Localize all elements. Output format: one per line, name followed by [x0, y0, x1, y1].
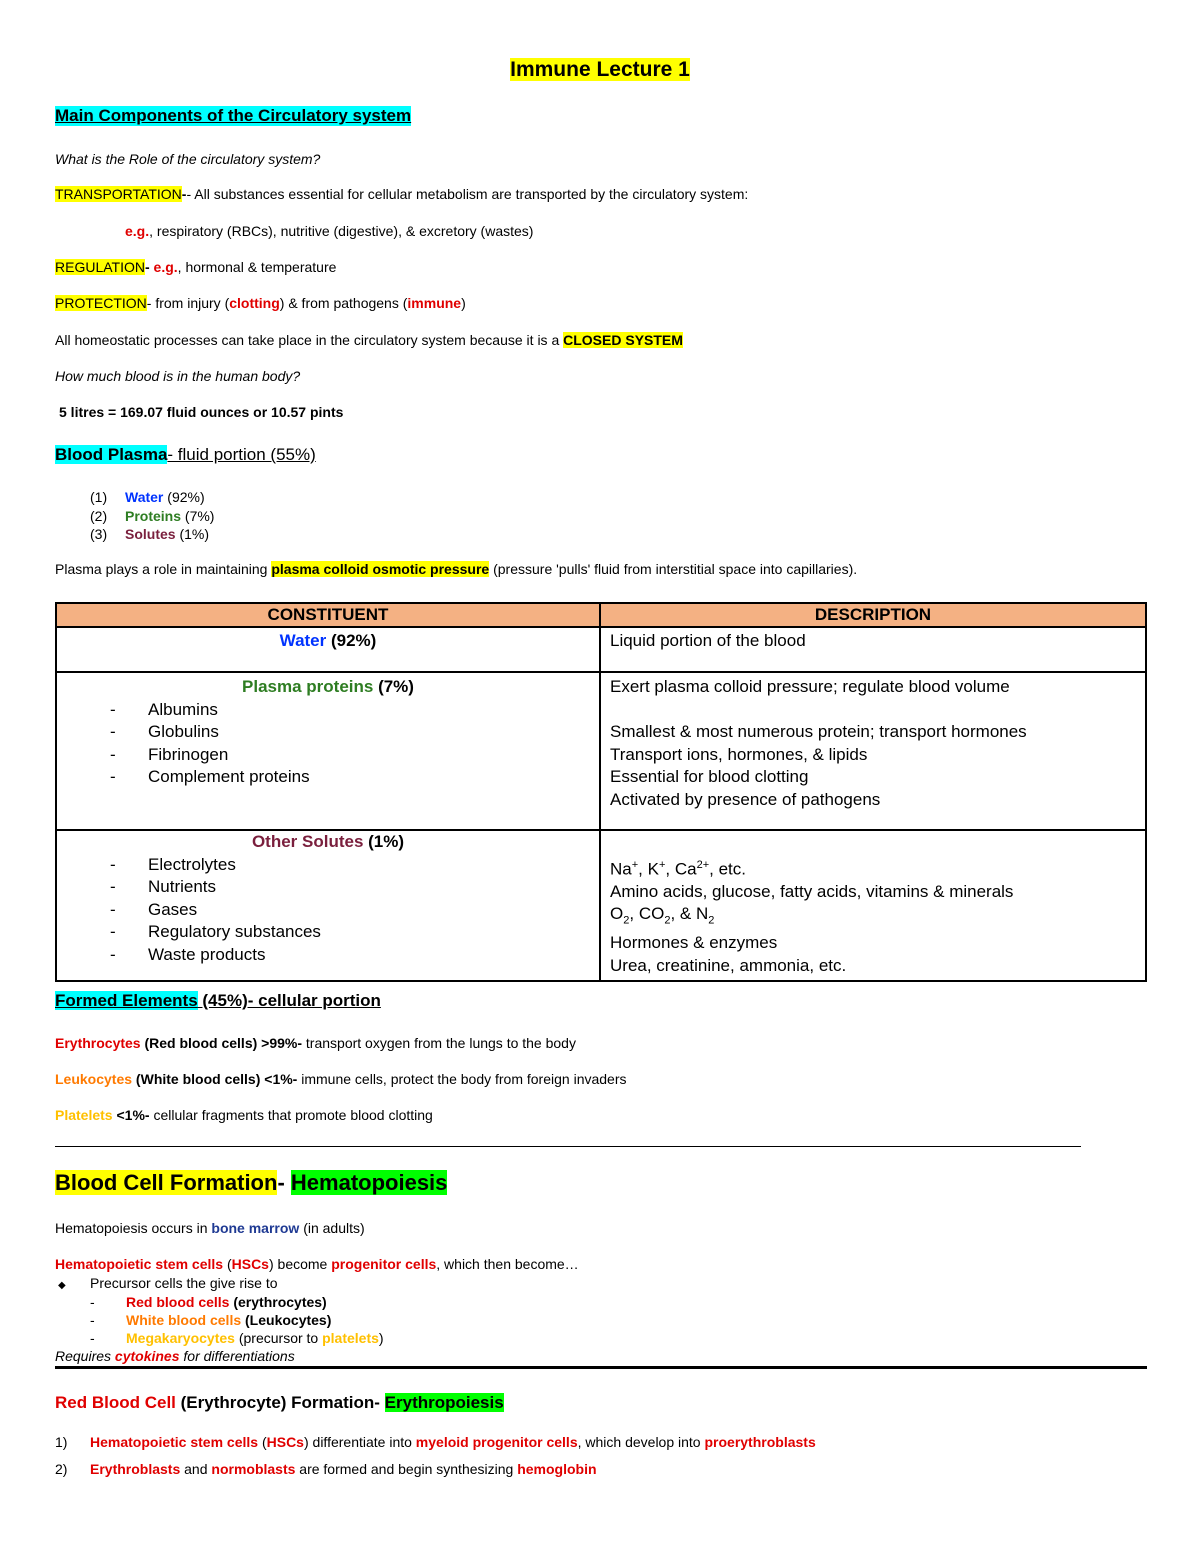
gas-co: CO	[638, 904, 665, 924]
plasma-heading	[55, 445, 316, 465]
list-name-proteins: Proteins	[125, 507, 182, 524]
proteins-pct: (7%)	[373, 677, 414, 696]
platelets-desc: cellular fragments that promote blood clotting	[149, 1107, 433, 1123]
hemoglobin-term: hemoglobin	[517, 1461, 597, 1477]
hsc-term: Hematopoietic stem cells	[90, 1434, 259, 1450]
ion-k: K	[647, 859, 659, 879]
protein-item-label: Fibrinogen	[148, 744, 229, 764]
transportation-text: - All substances essential for cellular metabolism are transported by the circulatory system:	[186, 186, 749, 202]
protein-desc: Activated by presence of pathogens	[610, 789, 881, 809]
electrolytes-desc: Na+, K+, $Ca^{2+}$, etc.	[610, 858, 746, 879]
ion-charge: 2+	[696, 858, 710, 871]
section-divider	[55, 1146, 1081, 1147]
list-num: (1)	[90, 489, 108, 505]
solutes-pct: (1%)	[363, 832, 405, 851]
solute-desc-spacer	[610, 831, 1136, 854]
platelets-line	[55, 1107, 433, 1123]
eg-text: , respiratory (RBCs), nutritive (digestive), & excretory (wastes)	[149, 223, 534, 239]
gas-sub: 2	[708, 914, 715, 927]
hemato-heading	[55, 1170, 447, 1196]
eg-label: e.g.	[125, 223, 150, 239]
step-text: and	[180, 1461, 212, 1477]
leukocytes-desc: immune cells, protect the body from foreign invaders	[297, 1071, 627, 1087]
header-description: DESCRIPTION	[600, 603, 1146, 627]
protein-item	[66, 744, 590, 767]
protein-desc: Transport ions, hormones, & lipids	[610, 744, 868, 764]
list-name-solutes: Solutes	[125, 526, 176, 542]
list-pct: (92%)	[163, 489, 205, 505]
protein-item	[66, 699, 590, 722]
question-blood-volume: How much blood is in the human body?	[55, 368, 301, 384]
solute-item-label: Electrolytes	[148, 854, 236, 874]
header-constituent: CONSTITUENT	[56, 603, 600, 627]
solute-item	[66, 876, 590, 899]
rbc-term: Red blood cells	[126, 1294, 230, 1310]
list-pct: (7%)	[181, 507, 215, 524]
precursor-list	[90, 1293, 384, 1347]
step-text: ) differentiate into	[303, 1434, 416, 1450]
dash-marker: -	[90, 1330, 95, 1346]
formed-heading-rest: (45%)- cellular portion	[197, 991, 381, 1010]
plasma-list	[90, 488, 214, 544]
transportation-dash: -	[181, 186, 187, 202]
transportation-line	[55, 186, 748, 202]
table-row	[56, 627, 1146, 672]
leukocytes-term: Leukocytes	[55, 1071, 133, 1087]
list-name-water: Water	[125, 489, 164, 505]
protein-desc: Exert plasma colloid pressure; regulate blood volume	[610, 677, 1010, 696]
protein-desc-blank	[610, 699, 1136, 722]
hemato-heading-dash: -	[277, 1170, 291, 1195]
myeloid-term: myeloid progenitor cells	[415, 1434, 578, 1450]
protein-desc: Smallest & most numerous protein; transport hormones	[610, 722, 1027, 742]
hemato-text: Hematopoiesis occurs in	[55, 1220, 212, 1236]
waste-desc: Urea, creatinine, ammonia, etc.	[610, 956, 847, 976]
solute-item-label: Gases	[148, 899, 198, 919]
bone-marrow-term: bone marrow	[211, 1220, 300, 1236]
ion-charge: +	[631, 858, 639, 871]
colloid-pressure-term: plasma colloid osmotic pressure	[271, 561, 490, 577]
protein-item	[66, 721, 590, 744]
hemato-text: (in adults)	[299, 1220, 365, 1236]
normoblasts-term: normoblasts	[211, 1461, 296, 1477]
ion-etc: , etc.	[709, 859, 746, 879]
plasma-list-item	[90, 525, 214, 544]
table-header-row	[56, 603, 1146, 627]
precursor-item	[90, 1311, 384, 1329]
hemato-line-1	[55, 1220, 365, 1236]
ion-ca: Ca	[674, 859, 697, 879]
water-pct: (92%)	[326, 631, 377, 650]
water-heading	[66, 630, 590, 653]
proteins-cell	[56, 672, 600, 830]
protein-item-label: Complement proteins	[148, 767, 310, 787]
list-num: (2)	[90, 507, 108, 524]
hemato-heading-term: Hematopoiesis	[290, 1170, 448, 1195]
mega-paren: )	[378, 1330, 384, 1346]
hemato-text: ) become	[268, 1256, 332, 1272]
cytokines-term: cytokines	[114, 1348, 180, 1364]
wbc-paren: (Leukocytes)	[241, 1312, 332, 1328]
page-title-wrap	[0, 58, 1200, 82]
plasma-heading-label: Blood Plasma	[55, 445, 168, 464]
constituent-table	[55, 602, 1147, 982]
rbc-step-1	[55, 1434, 816, 1450]
plasma-list-item	[90, 488, 214, 507]
rbc-paren: (erythrocytes)	[229, 1294, 327, 1310]
erythrocytes-desc: transport oxygen from the lungs to the body	[302, 1035, 576, 1051]
solute-item	[66, 921, 590, 944]
erythrocytes-term: Erythrocytes	[55, 1035, 141, 1051]
ion-charge: +	[658, 858, 666, 871]
protection-line	[55, 295, 466, 311]
erythrocytes-text: (Red blood cells) >99%-	[140, 1035, 303, 1051]
homeostatic-text: All homeostatic processes can take place in the circulatory system because it is a	[55, 332, 564, 348]
solute-item	[66, 944, 590, 967]
diamond-bullet-icon: ◆	[58, 1280, 66, 1291]
dash-marker: -	[90, 1294, 95, 1310]
homeostatic-line	[55, 332, 683, 348]
megakaryocytes-term: Megakaryocytes	[126, 1330, 235, 1346]
formed-heading-label: Formed Elements	[55, 991, 198, 1010]
list-num: (3)	[90, 526, 108, 542]
protection-text-3: )	[461, 295, 466, 311]
solute-item	[66, 854, 590, 877]
protection-text-1: - from injury (	[146, 295, 230, 311]
hsc-abbrev: HSCs	[266, 1434, 304, 1450]
proerythroblasts-term: proerythroblasts	[704, 1434, 816, 1450]
step-text: are formed and begin synthesizing	[295, 1461, 518, 1477]
rbc-heading-text: (Erythrocyte) Formation-	[175, 1393, 385, 1412]
protein-item	[66, 766, 590, 789]
wbc-term: White blood cells	[126, 1312, 242, 1328]
requires-text: Requires	[55, 1348, 115, 1364]
hemato-text: (	[223, 1256, 232, 1272]
precursor-item	[90, 1329, 384, 1347]
plasma-list-item	[90, 507, 214, 526]
requires-text: for differentiations	[179, 1348, 295, 1364]
hemato-text: , which then become…	[436, 1256, 579, 1272]
question-role: What is the Role of the circulatory system?	[55, 151, 321, 167]
page-title: Immune Lecture 1	[510, 58, 690, 81]
transportation-label: TRANSPORTATION	[55, 186, 182, 202]
platelets-term-2: platelets	[322, 1330, 379, 1346]
regulatory-desc: Hormones & enzymes	[610, 933, 778, 953]
plasma-heading-rest: - fluid portion (55%)	[167, 445, 316, 464]
leukocytes-line	[55, 1071, 627, 1087]
solutes-cell	[56, 830, 600, 981]
progenitor-term: progenitor cells	[331, 1256, 437, 1272]
blood-volume: 5 litres = 169.07 fluid ounces or 10.57 pints	[59, 404, 344, 420]
precursor-item	[90, 1293, 384, 1311]
list-pct: (1%)	[175, 526, 210, 542]
platelets-term: Platelets	[55, 1107, 113, 1123]
immune-term: immune	[407, 295, 462, 311]
solute-item	[66, 899, 590, 922]
section-divider-thick	[55, 1366, 1147, 1369]
nutrients-desc: Amino acids, glucose, fatty acids, vitamins & minerals	[610, 881, 1014, 901]
solutes-desc-cell	[600, 830, 1146, 981]
gases-desc: $O_2$, $CO_2$, & $N_2$	[610, 904, 715, 927]
mega-paren: (precursor to	[234, 1330, 323, 1346]
ion-na: Na	[610, 859, 632, 879]
step-num: 1)	[55, 1434, 68, 1450]
platelets-text: <1%-	[112, 1107, 150, 1123]
erythroblasts-term: Erythroblasts	[90, 1461, 181, 1477]
solutes-heading	[66, 831, 590, 854]
leukocytes-text: (White blood cells) <1%-	[132, 1071, 298, 1087]
formed-heading	[55, 991, 381, 1011]
clotting-term: clotting	[229, 295, 280, 311]
step-text: , which develop into	[577, 1434, 705, 1450]
protection-text-2: ) & from pathogens (	[279, 295, 408, 311]
rbc-heading	[55, 1393, 504, 1413]
hsc-term: Hematopoietic stem cells	[55, 1256, 224, 1272]
step-text: (	[258, 1434, 267, 1450]
protein-desc: Essential for blood clotting	[610, 767, 809, 787]
regulation-eg: e.g.	[153, 259, 178, 275]
table-row	[56, 830, 1146, 981]
hemato-heading-label: Blood Cell Formation	[55, 1170, 278, 1195]
gas-sub: 2	[664, 914, 671, 927]
protein-item-label: Albumins	[148, 699, 218, 719]
rbc-step-2	[55, 1461, 597, 1477]
solute-item-label: Nutrients	[148, 877, 217, 897]
water-desc: Liquid portion of the blood	[600, 627, 1146, 672]
regulation-label: REGULATION	[55, 259, 145, 275]
table-row	[56, 672, 1146, 830]
gas-sub: 2	[623, 914, 630, 927]
erythropoiesis-term: Erythropoiesis	[384, 1393, 504, 1412]
precursor-bullet	[58, 1275, 278, 1291]
plasma-role-text-2: (pressure 'pulls' fluid from interstitial space into capillaries).	[489, 561, 858, 577]
gas-n: N	[695, 904, 709, 924]
regulation-text: , hormonal & temperature	[177, 259, 337, 275]
hsc-abbrev: HSCs	[231, 1256, 269, 1272]
protection-label: PROTECTION	[55, 295, 147, 311]
water-cell	[56, 627, 600, 672]
precursor-text: Precursor cells the give rise to	[90, 1275, 278, 1291]
rbc-heading-term: Red Blood Cell	[55, 1393, 176, 1412]
plasma-role-text-1: Plasma plays a role in maintaining	[55, 561, 272, 577]
protein-item-label: Globulins	[148, 722, 219, 742]
solute-item-label: Regulatory substances	[148, 922, 321, 942]
hemato-line-2	[55, 1256, 579, 1272]
proteins-heading	[66, 676, 590, 699]
eg-line	[125, 223, 533, 239]
closed-system-term: CLOSED SYSTEM	[563, 332, 683, 348]
circulatory-heading: Main Components of the Circulatory system	[55, 106, 412, 125]
solutes-name: Other Solutes	[251, 832, 364, 851]
solute-item-label: Waste products	[148, 944, 266, 964]
regulation-line	[55, 259, 336, 275]
requires-line	[55, 1348, 295, 1364]
step-num: 2)	[55, 1461, 68, 1477]
water-name: Water	[279, 631, 327, 650]
proteins-name: Plasma proteins	[242, 677, 374, 696]
dash-marker: -	[90, 1312, 95, 1328]
proteins-desc-cell	[600, 672, 1146, 830]
plasma-role-line	[55, 561, 857, 577]
regulation-dash: -	[144, 259, 154, 275]
gas-o: O	[610, 904, 624, 924]
erythrocytes-line	[55, 1035, 576, 1051]
